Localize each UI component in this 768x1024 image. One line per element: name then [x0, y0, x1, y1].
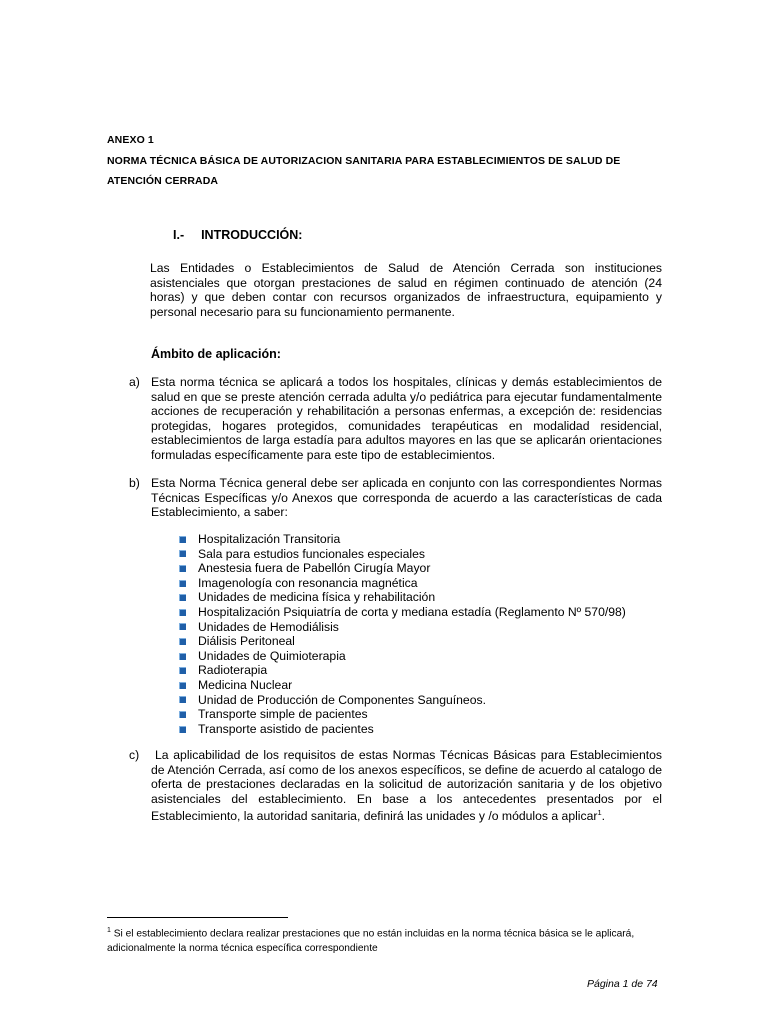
- square-bullet-icon: [179, 726, 186, 733]
- item-c-marker: c): [129, 748, 140, 762]
- list-item: [179, 561, 626, 576]
- document-title-line2: ATENCIÓN CERRADA: [107, 175, 219, 187]
- square-bullet-icon: [179, 580, 186, 587]
- list-item: [179, 547, 626, 562]
- square-bullet-icon: [179, 594, 186, 601]
- list-item: [179, 532, 626, 547]
- square-bullet-icon: [179, 565, 186, 572]
- footnote-reference: 1: [597, 808, 602, 818]
- list-item-label: Imagenología con resonancia magnética: [198, 575, 418, 590]
- list-item-label: Diálisis Peritoneal: [198, 634, 295, 649]
- list-item: [179, 722, 626, 737]
- list-item-label: Unidad de Producción de Componentes Sanguíneos.: [198, 692, 486, 707]
- list-item-label: Hospitalización Transitoria: [198, 532, 341, 546]
- list-item-label: Anestesia fuera de Pabellón Cirugía Mayor: [198, 561, 431, 576]
- section-title: INTRODUCCIÓN:: [201, 228, 303, 242]
- list-item: [179, 620, 626, 635]
- list-item-label: Hospitalización Psiquiatría de corta y mediana estadía (Reglamento Nº 570/98): [198, 604, 626, 619]
- list-item-label: Unidades de Hemodiálisis: [198, 619, 339, 634]
- list-item: [179, 707, 626, 722]
- item-b-marker: b): [129, 476, 140, 490]
- item-a-text: Esta norma técnica se aplicará a todos los hospitales, clínicas y demás establecimientos de salud en que se preste atención cerrada adulta y/o pediátrica para ejecutar fundamentalmente acciones de recuperación y rehabilitación a personas enfermas, a excepción de: residencias protegidas, hogares protegidos, comunidades terapéuticas en modalidad residencial, establecimientos de larga estadía para adultos mayores en las que se aplicarán orientaciones formuladas específicamente para este tipo de establecimientos.: [151, 375, 662, 462]
- section-heading: [173, 228, 302, 242]
- square-bullet-icon: [179, 696, 186, 703]
- list-item-label: Sala para estudios funcionales especiales: [198, 546, 425, 561]
- intro-paragraph: Las Entidades o Establecimientos de Salud de Atención Cerrada son instituciones asistenciales que otorgan prestaciones de salud en régimen continuado de atención (24 horas) y que deben contar con recursos organizados de infraestructura, equipamiento y personal necesario para su funcionamiento permanente.: [150, 261, 662, 319]
- footnote-text: Si el establecimiento declara realizar prestaciones que no están incluidas en la norma técnica básica se le aplicará, adicionalmente la norma técnica específica correspondiente: [107, 928, 635, 955]
- list-item: [179, 678, 626, 693]
- list-item: [179, 649, 626, 664]
- list-item-label: Radioterapia: [198, 663, 268, 678]
- section-number: I.-: [173, 228, 185, 242]
- item-c-body: La aplicabilidad de los requisitos de estas Normas Técnicas Básicas para Establecimientos de Atención Cerrada, así como de los anexos específicos, se define de acuerdo al catalogo de oferta de prestaciones declaradas en la solicitud de autorización sanitaria y de los objetivo asistenciales del establecimiento. En base a los antecedentes presentados por el Establecimiento, la autoridad sanitaria, definirá las unidades y /o módulos a aplicar: [151, 748, 662, 824]
- square-bullet-icon: [179, 682, 186, 689]
- list-item: [179, 605, 626, 620]
- footnote: [107, 923, 667, 956]
- item-b-text: Esta Norma Técnica general debe ser aplicada en conjunto con las correspondientes Normas Técnicas Específicas y/o Anexos que corresponda de acuerdo a las características de cada Establecimiento, a saber:: [151, 476, 662, 520]
- square-bullet-icon: [179, 667, 186, 674]
- square-bullet-icon: [179, 711, 186, 718]
- list-item: [179, 693, 626, 708]
- list-item: [179, 576, 626, 591]
- list-item-label: Transporte simple de pacientes: [198, 707, 368, 722]
- item-c-text: [151, 748, 662, 824]
- footnote-separator: [107, 917, 288, 918]
- square-bullet-icon: [179, 536, 186, 543]
- document-title-line1: NORMA TÉCNICA BÁSICA DE AUTORIZACION SANITARIA PARA ESTABLECIMIENTOS DE SALUD DE: [107, 155, 621, 167]
- square-bullet-icon: [179, 653, 186, 660]
- square-bullet-icon: [179, 638, 186, 645]
- annex-label: ANEXO 1: [107, 134, 154, 146]
- list-item-label: Transporte asistido de pacientes: [198, 721, 374, 736]
- list-item: [179, 663, 626, 678]
- list-item-label: Medicina Nuclear: [198, 677, 293, 692]
- list-item: [179, 590, 626, 605]
- item-c-end: .: [601, 809, 606, 824]
- square-bullet-icon: [179, 609, 186, 616]
- list-item: [179, 634, 626, 649]
- square-bullet-icon: [179, 623, 186, 630]
- establishment-type-list: [179, 532, 626, 736]
- item-a-marker: a): [129, 375, 140, 389]
- list-item-label: Unidades de medicina física y rehabilitación: [198, 590, 436, 605]
- page-number: Página 1 de 74: [587, 978, 658, 990]
- footnote-marker: 1: [107, 927, 111, 934]
- list-item-label: Unidades de Quimioterapia: [198, 648, 346, 663]
- square-bullet-icon: [179, 550, 186, 557]
- scope-heading: Ámbito de aplicación:: [151, 347, 281, 361]
